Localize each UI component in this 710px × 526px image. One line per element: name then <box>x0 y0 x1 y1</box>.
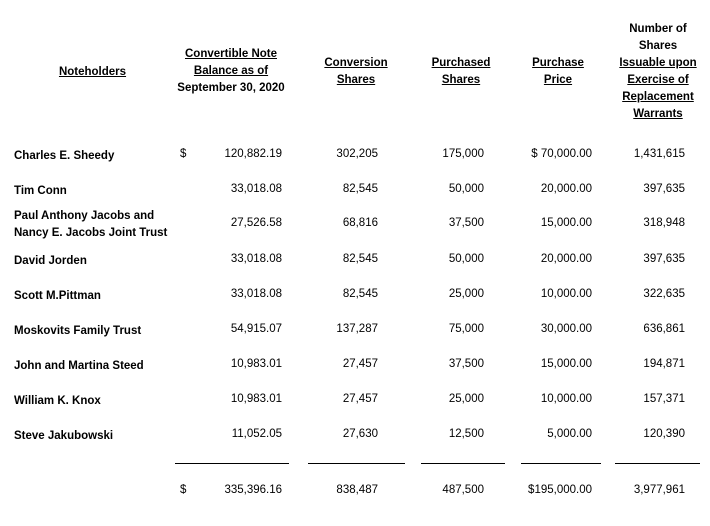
price-cell: 20,000.00 <box>540 183 592 195</box>
balance-cell: 33,018.08 <box>230 288 282 300</box>
noteholder-name <box>14 428 113 445</box>
price-cell: 15,000.00 <box>540 358 592 370</box>
conversion-cell: 82,545 <box>342 253 378 265</box>
purchased-cell: 50,000 <box>448 253 484 265</box>
noteholder-name <box>14 288 101 305</box>
noteholder-name <box>14 208 167 242</box>
purchased-cell: 50,000 <box>448 183 484 195</box>
price-cell: 20,000.00 <box>540 253 592 265</box>
purchased-cell: 12,500 <box>448 428 484 440</box>
warrants-cell: 322,635 <box>643 288 685 300</box>
balance-cell: 33,018.08 <box>230 253 282 265</box>
noteholder-name <box>14 393 101 410</box>
header-balance-line-3: September 30, 2020 <box>177 82 285 94</box>
conversion-cell: 27,630 <box>342 428 378 440</box>
header-purchased-line-2: Shares <box>441 74 481 86</box>
purchased-cell: 37,500 <box>448 217 484 229</box>
header-purchase-price <box>518 55 598 89</box>
price-cell: 5,000.00 <box>547 428 592 440</box>
header-noteholders-label: Noteholders <box>58 66 127 78</box>
noteholder-name-line: Charles E. Sheedy <box>14 150 115 162</box>
header-purchased-shares <box>418 55 504 89</box>
balance-cell: 10,983.01 <box>230 358 282 370</box>
noteholder-name <box>14 183 67 200</box>
header-warrants-line-1: Number of <box>629 23 687 35</box>
header-conversion-shares <box>310 55 402 89</box>
balance-cell: 27,526.58 <box>230 217 282 229</box>
conversion-cell: 82,545 <box>342 288 378 300</box>
noteholder-name <box>14 323 141 340</box>
noteholder-name <box>14 253 87 270</box>
header-price-line-1: Purchase <box>532 57 584 69</box>
header-warrants <box>612 21 704 123</box>
header-balance-line-1: Convertible Note <box>184 48 277 60</box>
price-cell: 10,000.00 <box>540 393 592 405</box>
noteholder-name-line: Nancy E. Jacobs Joint Trust <box>14 227 168 239</box>
header-conversion-line-2: Shares <box>336 74 376 86</box>
purchased-cell: 75,000 <box>448 323 484 335</box>
total-warrants: 3,977,961 <box>633 484 685 496</box>
noteholder-name-line: David Jorden <box>14 255 87 267</box>
price-cell: $ 70,000.00 <box>531 148 592 160</box>
purchased-cell: 25,000 <box>448 288 484 300</box>
total-purchased: 487,500 <box>442 484 484 496</box>
purchased-cell: 175,000 <box>442 148 484 160</box>
warrants-cell: 636,861 <box>643 323 685 335</box>
total-rule-purchased <box>421 463 505 464</box>
total-rule-balance <box>175 463 289 464</box>
total-rule-conversion <box>308 463 405 464</box>
dollar-sign: $ <box>180 148 187 160</box>
noteholder-name-line: Scott M.Pittman <box>14 290 101 302</box>
price-cell: 30,000.00 <box>540 323 592 335</box>
warrants-cell: 194,871 <box>643 358 685 370</box>
conversion-cell: 27,457 <box>342 358 378 370</box>
header-warrants-line-5: Replacement <box>622 91 694 103</box>
noteholder-name-line: John and Martina Steed <box>14 360 144 372</box>
total-conversion: 838,487 <box>336 484 378 496</box>
total-dollar-sign: $ <box>180 484 187 496</box>
noteholder-name-line: Paul Anthony Jacobs and <box>14 210 155 222</box>
balance-cell: 54,915.07 <box>230 323 282 335</box>
noteholder-name-line: Moskovits Family Trust <box>14 325 142 337</box>
header-warrants-line-2: Shares <box>638 40 678 52</box>
header-warrants-line-4: Exercise of <box>627 74 689 86</box>
header-purchased-line-1: Purchased <box>431 57 491 69</box>
noteholder-name-line: William K. Knox <box>14 395 101 407</box>
header-conversion-line-1: Conversion <box>324 57 388 69</box>
balance-cell: 120,882.19 <box>224 148 282 160</box>
conversion-cell: 27,457 <box>342 393 378 405</box>
header-noteholders <box>40 64 145 81</box>
noteholder-name <box>14 148 114 165</box>
conversion-cell: 82,545 <box>342 183 378 195</box>
total-rule-warrants <box>615 463 700 464</box>
warrants-cell: 397,635 <box>643 253 685 265</box>
header-warrants-line-6: Warrants <box>633 108 683 120</box>
header-balance-line-2: Balance as of <box>193 65 269 77</box>
balance-cell: 10,983.01 <box>230 393 282 405</box>
header-balance <box>168 46 294 97</box>
warrants-cell: 397,635 <box>643 183 685 195</box>
conversion-cell: 137,287 <box>336 323 378 335</box>
noteholder-name-line: Steve Jakubowski <box>14 430 114 442</box>
balance-cell: 33,018.08 <box>230 183 282 195</box>
purchased-cell: 25,000 <box>448 393 484 405</box>
conversion-cell: 68,816 <box>342 217 378 229</box>
noteholder-name <box>14 358 144 375</box>
total-rule-price <box>521 463 601 464</box>
warrants-cell: 157,371 <box>643 393 685 405</box>
warrants-cell: 120,390 <box>643 428 685 440</box>
header-warrants-line-3: Issuable upon <box>619 57 697 69</box>
price-cell: 15,000.00 <box>540 217 592 229</box>
price-cell: 10,000.00 <box>540 288 592 300</box>
total-price: $195,000.00 <box>528 484 592 496</box>
purchased-cell: 37,500 <box>448 358 484 370</box>
warrants-cell: 318,948 <box>643 217 685 229</box>
total-balance: 335,396.16 <box>224 484 282 496</box>
header-price-line-2: Price <box>543 74 573 86</box>
warrants-cell: 1,431,615 <box>633 148 685 160</box>
balance-cell: 11,052.05 <box>231 428 282 440</box>
noteholder-name-line: Tim Conn <box>14 185 67 197</box>
conversion-cell: 302,205 <box>336 148 378 160</box>
